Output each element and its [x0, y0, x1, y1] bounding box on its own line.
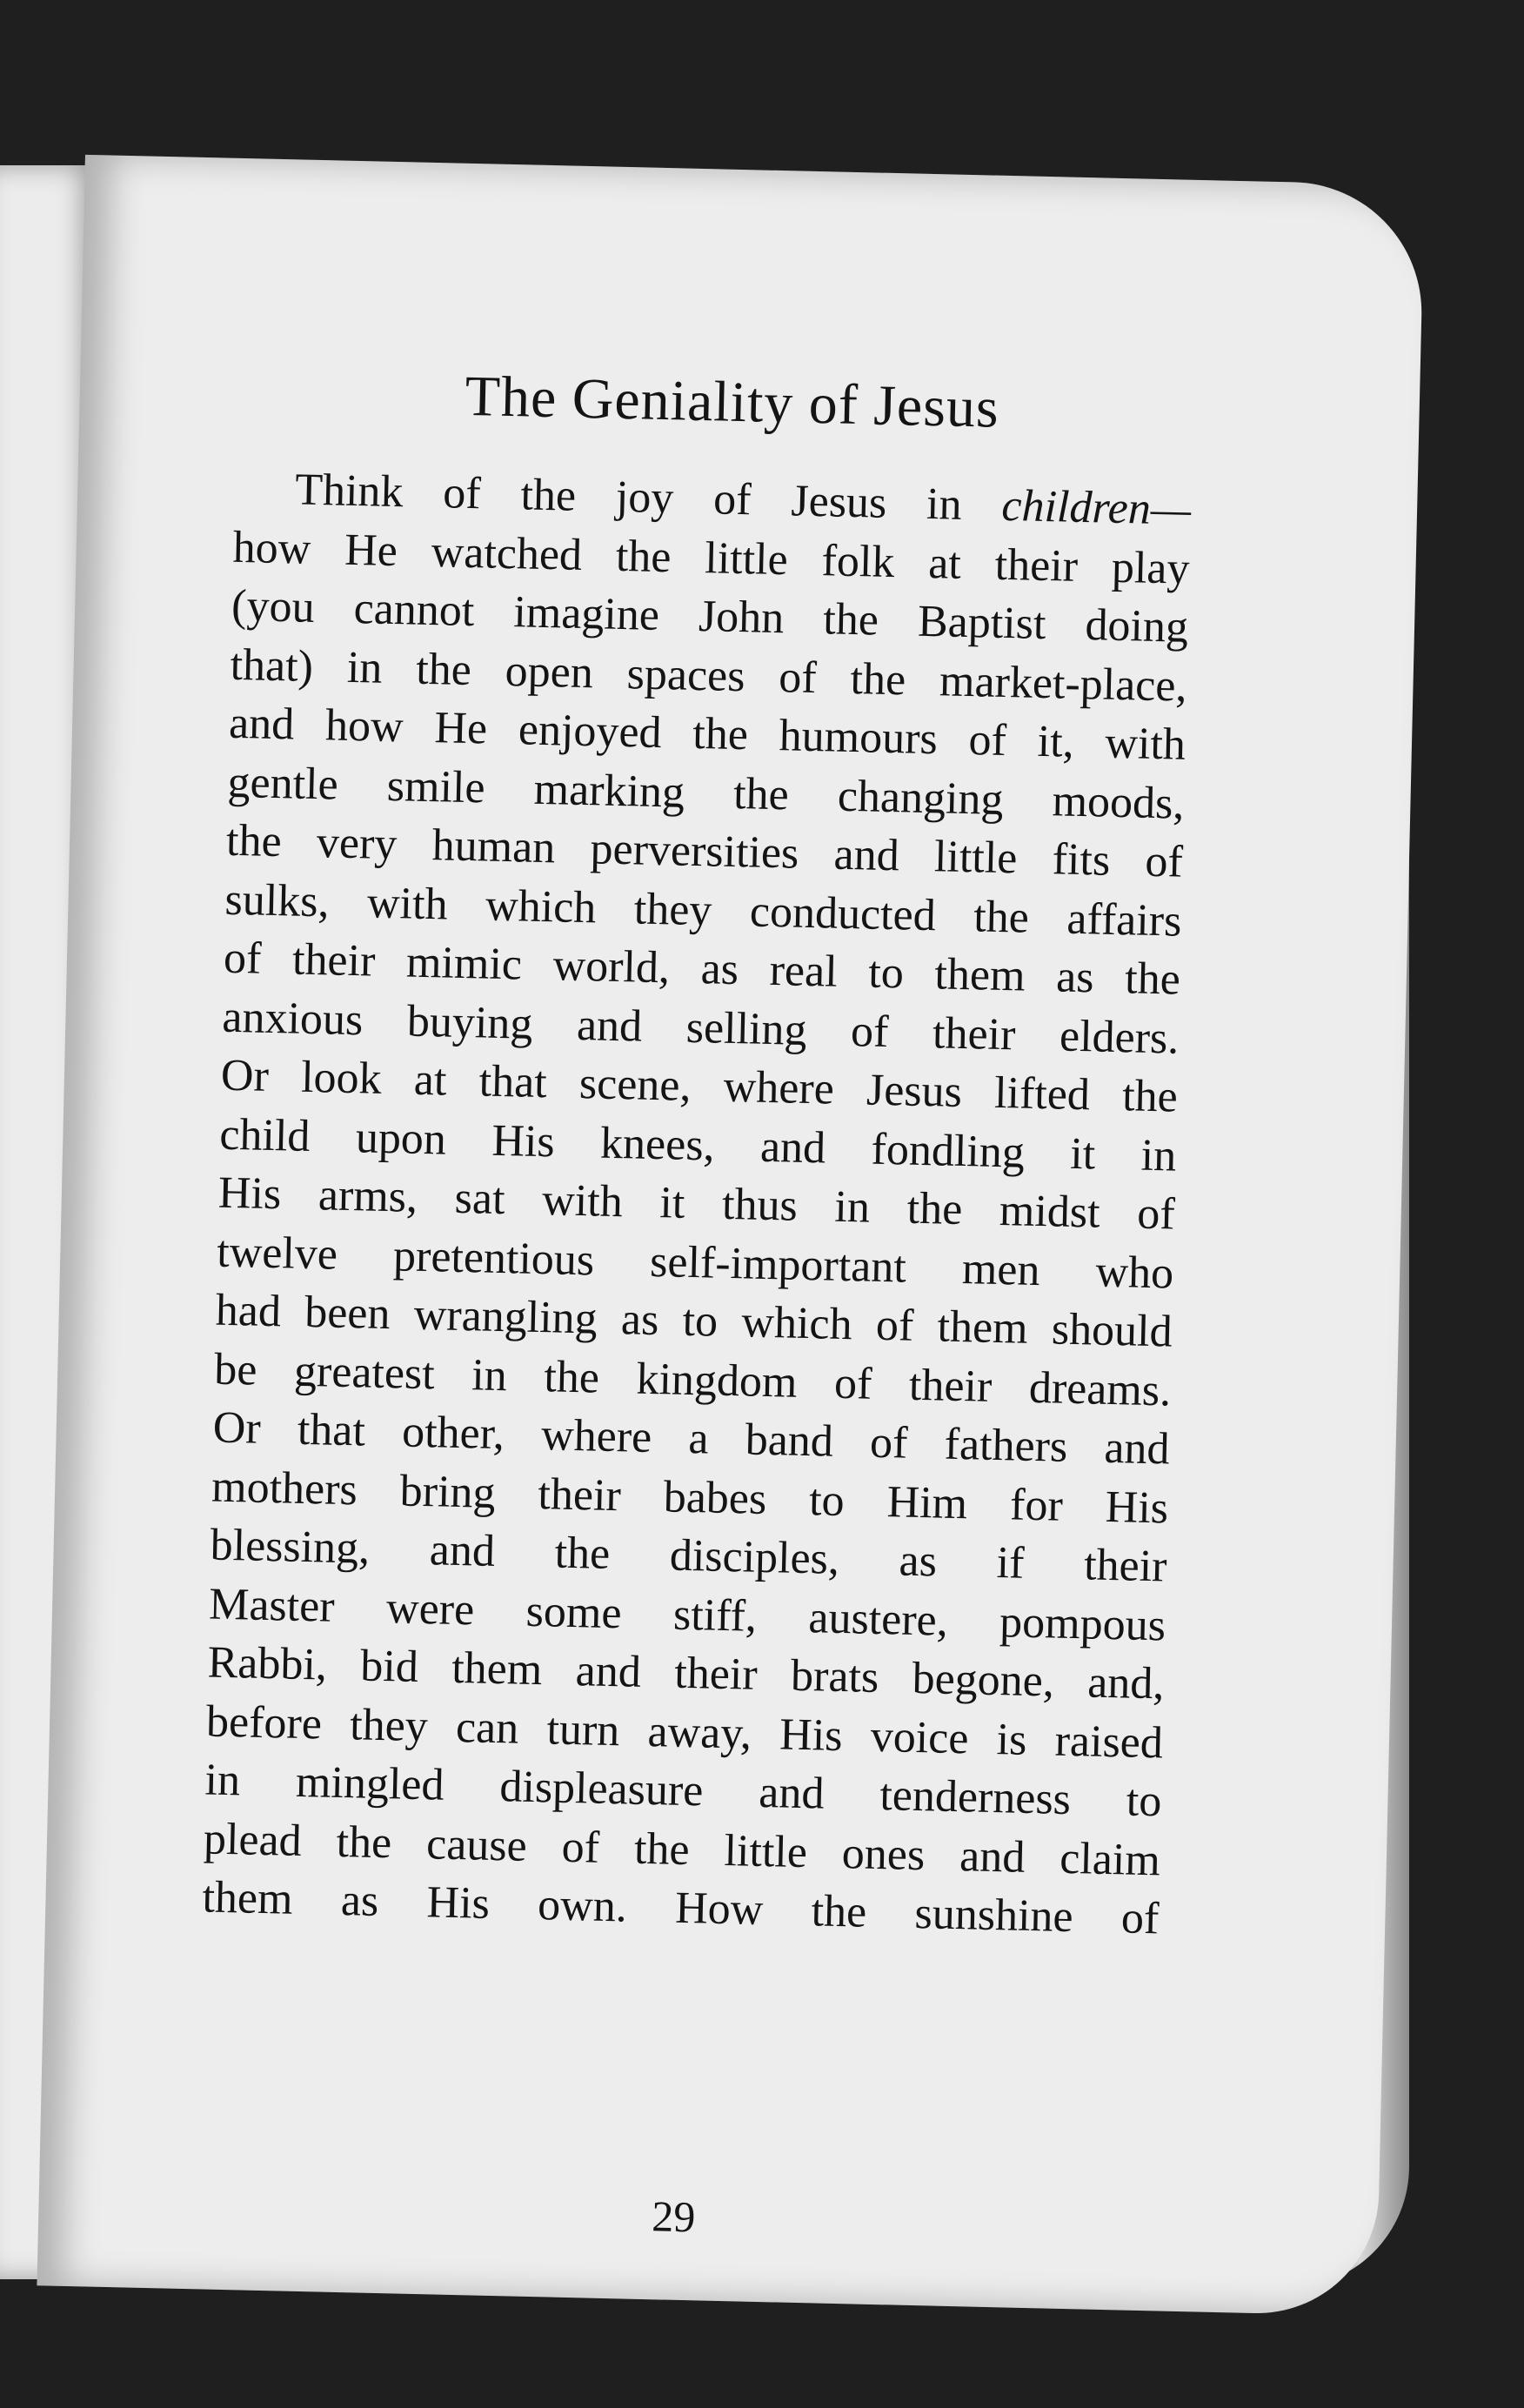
- text-line: how He watched the little folk at their play: [232, 522, 1191, 594]
- text-line: child upon His knees, and fondling it in: [218, 1109, 1177, 1181]
- text-line: the very human perversities and little fits of: [225, 815, 1184, 887]
- text-line: Think of the joy of Jesus in children—: [294, 465, 1192, 535]
- page-content: [201, 358, 1194, 2242]
- text-line: them as His own. How the sunshine of: [201, 1872, 1160, 1944]
- text-line: twelve pretentious self-important men who: [216, 1227, 1174, 1299]
- text-line: blessing, and the disciples, as if their: [210, 1520, 1168, 1592]
- text-line: Or look at that scene, where Jesus lifted the: [220, 1050, 1179, 1122]
- text-line: be greatest in the kingdom of their dreams.: [213, 1344, 1172, 1416]
- text-line: Master were some stiff, austere, pompous: [208, 1579, 1166, 1650]
- text-line: gentle smile marking the changing moods,: [227, 757, 1186, 829]
- text-line: plead the cause of the little ones and claim: [203, 1813, 1161, 1885]
- text-line: (you cannot imagine John the Baptist doing: [231, 580, 1189, 652]
- page-number: 29: [651, 2191, 697, 2242]
- body-paragraph: [202, 459, 1192, 1949]
- text-line: in mingled displeasure and tenderness to: [204, 1755, 1163, 1827]
- italic-word: children—: [1000, 480, 1192, 535]
- text-line: of their mimic world, as real to them as the: [223, 933, 1181, 1005]
- text-line: and how He enjoyed the humours of it, with: [228, 698, 1186, 770]
- text-line: had been wrangling as to which of them should: [215, 1285, 1173, 1357]
- text-line: that) in the open spaces of the market-place,: [230, 639, 1188, 712]
- text-line: Or that other, where a band of fathers and: [212, 1402, 1171, 1475]
- text-line: Rabbi, bid them and their brats begone, and,: [207, 1637, 1166, 1709]
- text-line: mothers bring their babes to Him for His: [211, 1462, 1169, 1533]
- book-page: [37, 155, 1424, 2316]
- text-line: before they can turn away, His voice is raised: [205, 1696, 1164, 1768]
- text-line: anxious buying and selling of their elders.: [221, 992, 1180, 1064]
- text-line: sulks, with which they conducted the affairs: [224, 874, 1182, 946]
- text-line: His arms, sat with it thus in the midst of: [217, 1167, 1176, 1240]
- chapter-title: The Geniality of Jesus: [464, 364, 1000, 440]
